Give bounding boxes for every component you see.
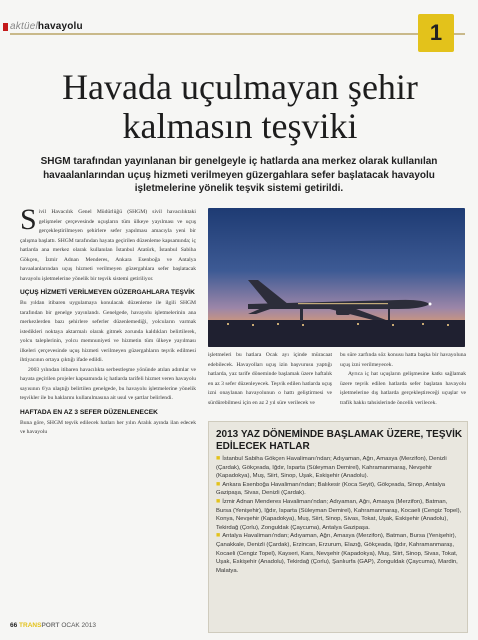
- page-number: 66: [10, 622, 18, 629]
- routes-list: [216, 455, 464, 575]
- subheading-1: UÇUŞ HİZMETİ VERİLMEYEN GÜZERGAHLARA TEŞVİK: [20, 289, 195, 296]
- routes-item-text: İzmir Adnan Menderes Havalimanı'ndan; Adıyaman, Ağrı, Amasya (Merzifon), Batman, Bursa (Yenişehir), Iğdır, Isparta (Süleyman Demirel), Kahramanmaraş, Kocaeli (Cengiz Topel), Konya, Nevşehir (Kapadokya), Muş, Siirt, Sinop, Sivas, Tokat, Uşak, Eskişehir (Anadolu), Tekirdağ (Çorlu), Zonguldak (Çaycuma), Antalya Gazipaşa.: [216, 498, 462, 531]
- routes-list-item: [216, 481, 464, 498]
- page-footer: [10, 622, 96, 629]
- section-bullet: [3, 23, 8, 31]
- col1-paragraph-2: Bu yıldan itibaren uygulamaya konulacak düzenleme ile ilgili SHGM tarafından bir genelge yayınlandı. Genelgede, havayolu işletmelerinin ana merkezlerden bazı şehirlere seferler düzenlemediği, yolcuların varmak istedikleri noktaya aktarmalı olarak gitmek zorunda kaldıkları belirtilerek, yolcu taleplerinin, yolcu memnuniyeti ve hizmetin tüm ülkeye yayılması ilkeleri çerçevesinde uçuş hizmeti verilmeyen güzergahların teşvik edilmesi ihtiyacının ortaya çıktığı ifade edildi.: [20, 300, 196, 363]
- magazine-name: [19, 622, 59, 629]
- airplane-photo: [208, 208, 465, 347]
- column-3: [340, 351, 466, 417]
- routes-item-text: İstanbul Sabiha Gökçen Havalimanı'ndan; Adıyaman, Ağrı, Amasya (Merzifon), Denizli (Çardak), Gökçeada, Iğdır, Isparta (Süleyman Demirel), Kahramanmaraş, Nevşehir (Kapadokya), Muş, Siirt, Sinop, Uşak, Eskişehir (Anadolu).: [216, 456, 447, 480]
- square-bullet-icon: ■: [216, 532, 221, 540]
- article-title: [20, 68, 460, 146]
- routes-item-text: Antalya Havalimanı'ndan; Adıyaman, Ağrı, Amasya (Merzifon), Batman, Bursa (Yenişehir), Çanakkale, Denizli (Çardak), Erzincan, Erzurum, Elazığ, Gökçeada, Iğdır, Kahramanmaraş, Kocaeli (Cengiz Topel), Kayseri, Kars, Nevşehir (Kapadokya), Muş, Siirt, Sinop, Sivas, Tokat, Uşak, Eskişehir (Anadolu), Tekirdağ (Çorlu), Şanlıurfa (GAP), Zonguldak (Çaycuma), Mardin, Malatya.: [216, 533, 458, 574]
- column-1: [20, 208, 196, 620]
- section-tag-b: havayolu: [37, 21, 83, 32]
- square-bullet-icon: ■: [216, 480, 221, 488]
- col2-paragraph-1: işletmeleri bu hatlara Ocak ayı içinde müracaat edebilecek. Havayolları uçuş izin başvurusu yaptığı hatlarda, yaz tarife döneminde başlamak üzere haftalık en az 3 sefer düzenleyecek. Teşvik edilen hatlarda uçuş izni onaylanan havayolunun o hattı geliştirmesi ve sürdürebilmesi için en az 2 yıl süre verilecek ve: [208, 352, 332, 406]
- title-line-1: Havada uçulmayan şehir: [62, 67, 418, 107]
- routes-box: [208, 421, 468, 633]
- section-tag-a: aktüel: [10, 21, 38, 32]
- square-bullet-icon: ■: [216, 455, 221, 462]
- routes-list-item: [216, 455, 464, 481]
- subheading-2: HAFTADA EN AZ 3 SEFER DÜZENLENECEK: [20, 408, 158, 416]
- page-badge: [418, 14, 454, 52]
- col3-paragraph-2: Ayrıca iç hat uçuşların gelişmesine katkı sağlamak üzere teşvik edilen hatlarda sefer başlatan havayolu işletmelerine dış hatlarda gerçekleştireceği uçuşlar ve trafik hakkı tahsislerinde öncelik verilecek.: [340, 371, 466, 406]
- routes-list-item: [216, 532, 464, 575]
- lead-paragraph: SHGM tarafından yayınlanan bir genelgeyle iç hatlarda ana merkez olarak kullanılan havaalanlarından uçuş hizmeti verilmeyen güzergahlara sefer başlatacak havayolu işletmelerine yönelik teşvik sistemi getirildi.: [40, 156, 438, 194]
- routes-box-title: 2013 YAZ DÖNEMİNDE BAŞLAMAK ÜZERE, TEŞVİK EDİLECEK HATLAR: [216, 429, 463, 452]
- airplane-photo-svg: [208, 208, 465, 347]
- header-rule: [10, 33, 465, 35]
- section-tag: [10, 21, 83, 32]
- page-badge-label: 1: [429, 20, 443, 45]
- magazine-name-b: PORT: [41, 622, 60, 629]
- square-bullet-icon: ■: [216, 497, 221, 505]
- column-2: [208, 351, 332, 417]
- col1-paragraph-3: 2003 yılından itibaren havacılıkta serbestleşme yönünde atılan adımlar ve hayata geçirilen projeler kapsamında iç hatlarda tarifeli hizmet veren havayolu sayısının 6'ya ulaştığı belirtilen genelgede, bu havayolu işletmelerine yönelik teşvikler ile bu haklarını kullanılmasına ait usul ve şartlar belirlendi.: [20, 366, 196, 401]
- routes-item-text: Ankara Esenboğa Havalimanı'ndan; Balıkesir (Koca Seyit), Gökçeada, Sinop, Antalya Gazipaşa, Sivas, Denizli (Çardak).: [216, 481, 446, 497]
- drop-cap: S: [20, 208, 37, 236]
- issue-date: OCAK 2013: [61, 622, 96, 629]
- routes-list-item: [216, 498, 464, 532]
- magazine-name-a: TRANS: [19, 622, 42, 629]
- col1-paragraph-1: ivil Havacılık Genel Müdürlüğü (SHGM) sivil havacılıktaki gelişmeler çerçevesinde uçuşların tüm ülkeye yayılması ve uçuş gerçekleştirilmeyen şehirlere sefer yapılması amacıyla yeni bir çalışma başlattı. SHGM tarafından hayata geçirilen düzenleme kapsamında; iç hatlarda ana merkez olarak kullanılan İstanbul Atatürk, İstanbul Sabiha Gökçen, İzmir Adnan Menderes, Ankara Esenboğa ve Antalya havaalanlarından uçuş hizmeti verilmeyen güzergahlara sefer başlatacak havayolu işletmelerine yönelik bir teşvik sistemi getiriliyor.: [20, 209, 196, 282]
- title-line-2: kalmasın teşviki: [122, 106, 358, 146]
- col3-paragraph-1: bu süre zarfında söz konusu hatta başka bir havayoluna uçuş izni verilmeyecek.: [340, 352, 466, 368]
- col1-paragraph-4: Buna göre, SHGM teşvik edilecek hatları her yılın Aralık ayında ilan edecek ve havayolu: [20, 419, 196, 435]
